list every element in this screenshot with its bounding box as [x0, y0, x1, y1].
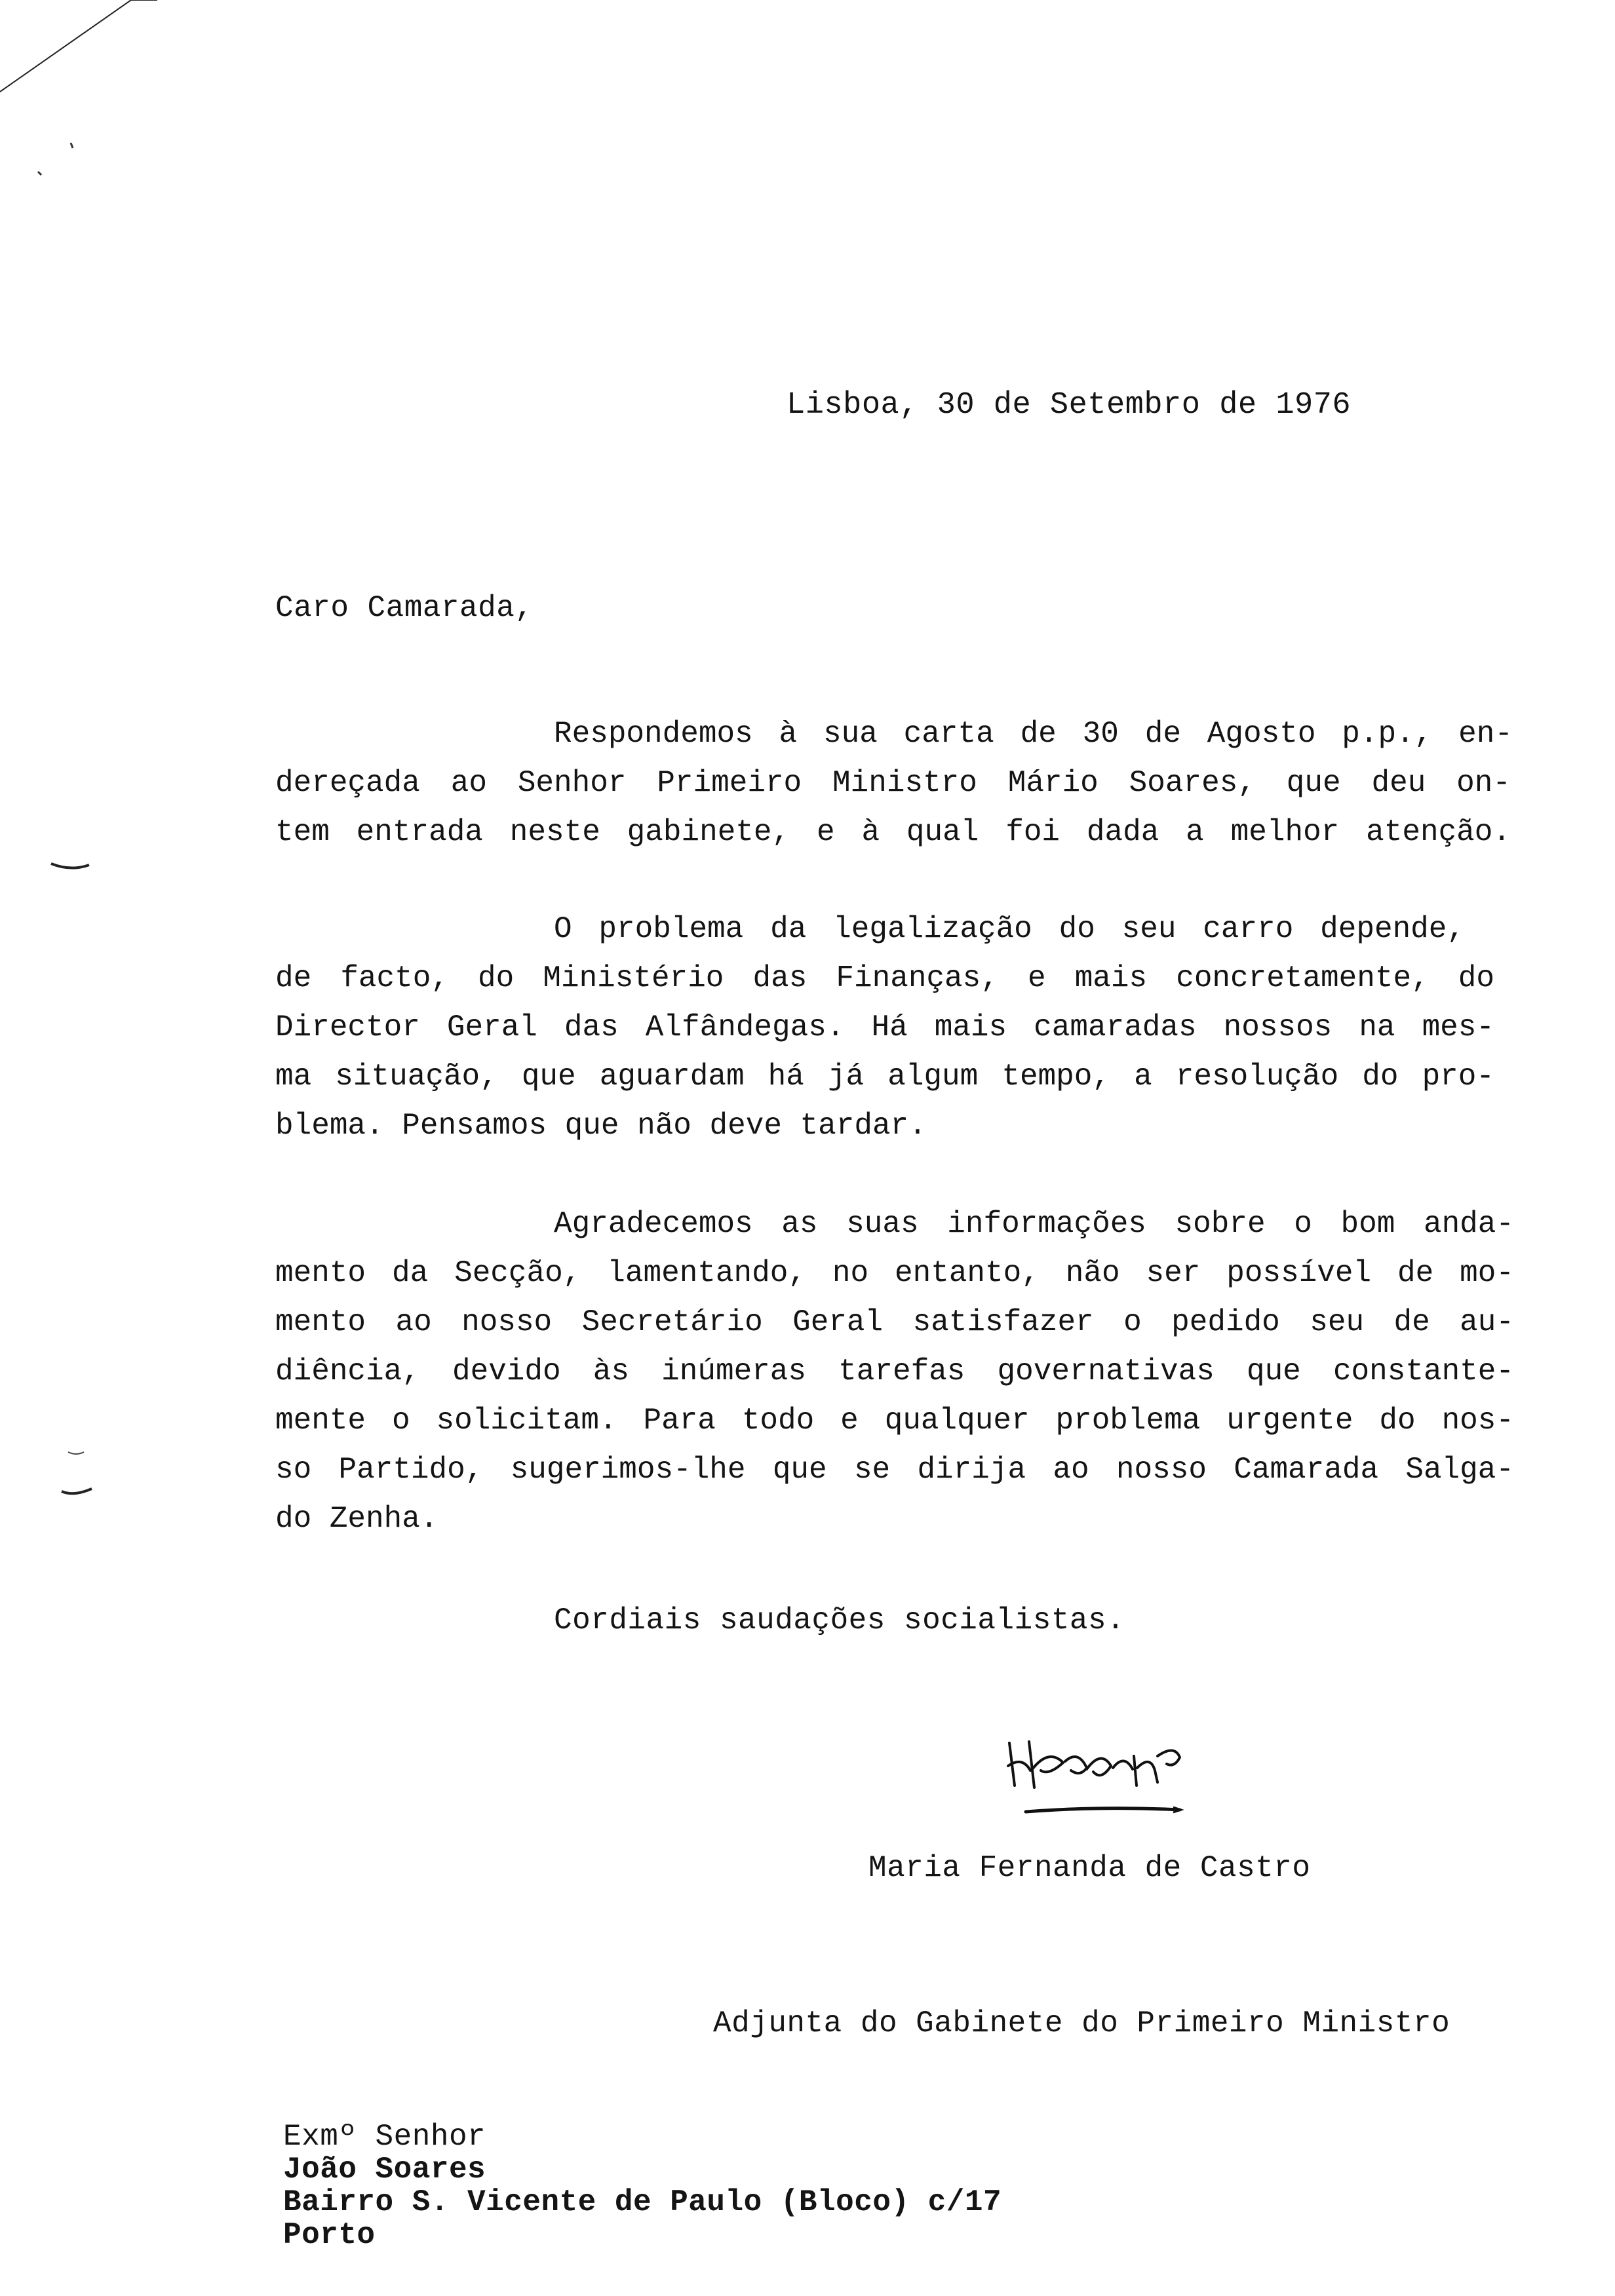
body-line: mento ao nosso Secretário Geral satisfazer o pedido seu de au- [275, 1305, 1514, 1339]
address-line: Bairro S. Vicente de Paulo (Bloco) c/17 [283, 2185, 1002, 2219]
signatory-title: Adjunta do Gabinete do Primeiro Ministro [713, 2006, 1450, 2040]
signatory-name: Maria Fernanda de Castro [868, 1851, 1311, 1885]
corner-fold-line [0, 0, 157, 92]
body-line: tem entrada neste gabinete, e à qual foi dada a melhor atenção. [275, 815, 1511, 849]
body-line: do Zenha. [275, 1502, 438, 1536]
scan-speck [38, 172, 41, 175]
closing: Cordiais saudações socialistas. [554, 1603, 1125, 1637]
salutation: Caro Camarada, [275, 591, 534, 625]
body-line: so Partido, sugerimos-lhe que se dirija ao nosso Camarada Salga- [275, 1453, 1514, 1487]
body-line: O problema da legalização do seu carro depende, [554, 912, 1465, 946]
place-date: Lisboa, 30 de Setembro de 1976 [787, 388, 1352, 423]
address-line: Exmº Senhor [283, 2120, 486, 2154]
body-line: diência, devido às inúmeras tarefas governativas que constante- [275, 1354, 1514, 1388]
body-line: dereçada ao Senhor Primeiro Ministro Mário Soares, que deu on- [275, 766, 1511, 800]
body-line: Director Geral das Alfândegas. Há mais camaradas nossos na mes- [275, 1010, 1494, 1044]
address-line: João Soares [283, 2152, 486, 2187]
body-line: ma situação, que aguardam há já algum tempo, a resolução do pro- [275, 1060, 1494, 1094]
scan-speck [71, 143, 73, 148]
body-line: blema. Pensamos que não deve tardar. [275, 1109, 927, 1143]
address-line: Porto [283, 2218, 376, 2252]
body-line: Respondemos à sua carta de 30 de Agosto p.p., en- [554, 717, 1513, 751]
body-line: de facto, do Ministério das Finanças, e mais concretamente, do [275, 961, 1494, 995]
hole-punch-mark [62, 1489, 92, 1493]
body-line: Agradecemos as suas informações sobre o bom anda- [554, 1207, 1514, 1241]
body-line: mento da Secção, lamentando, no entanto, não ser possível de mo- [275, 1256, 1514, 1290]
hole-punch-mark [68, 1452, 84, 1454]
hole-punch-mark [51, 864, 89, 868]
handwritten-signature [1003, 1730, 1219, 1828]
body-line: mente o solicitam. Para todo e qualquer problema urgente do nos- [275, 1404, 1514, 1438]
